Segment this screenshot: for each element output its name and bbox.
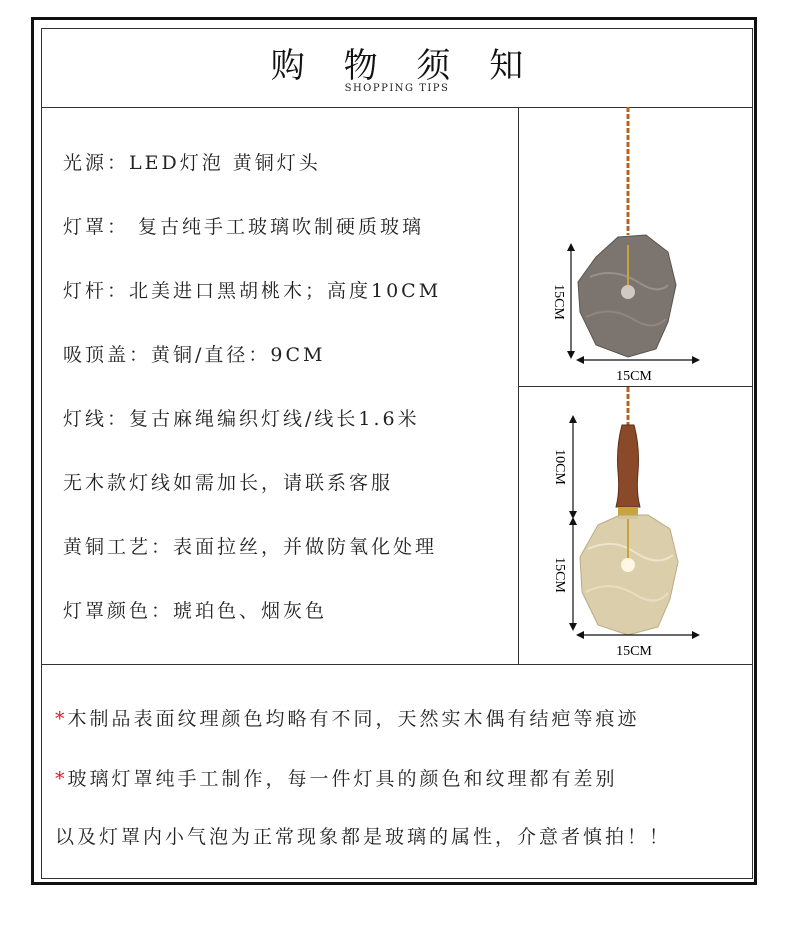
spec-brass-process: 黄铜工艺：表面拉丝，并做防氧化处理 bbox=[63, 536, 438, 558]
spec-light-source: 光源：LED灯泡 黄铜灯头 bbox=[63, 152, 321, 174]
rod-height-label: 10CM bbox=[552, 449, 567, 485]
note-star: * bbox=[55, 708, 68, 730]
walnut-rod bbox=[616, 425, 640, 507]
bottom-height-label: 15CM bbox=[552, 557, 567, 593]
notes-divider bbox=[41, 664, 753, 665]
note-star: * bbox=[55, 768, 68, 790]
spec-shade: 灯罩： 复古纯手工玻璃吹制硬质玻璃 bbox=[63, 216, 425, 238]
amber-pendant-image bbox=[518, 387, 753, 664]
note-bubbles bbox=[55, 822, 671, 849]
spec-rod: 灯杆：北美进口黑胡桃木；高度10CM bbox=[63, 280, 442, 302]
note-glass bbox=[55, 764, 618, 791]
spec-cord: 灯线：复古麻绳编织灯线/线长1.6米 bbox=[63, 408, 420, 430]
spec-cord-extension: 无木款灯线如需加长，请联系客服 bbox=[63, 472, 394, 494]
note-text: 玻璃灯罩纯手工制作，每一件灯具的颜色和纹理都有差别 bbox=[67, 768, 618, 790]
smoke-pendant-image bbox=[518, 107, 753, 386]
spec-canopy: 吸顶盖：黄铜/直径：9CM bbox=[63, 344, 326, 366]
top-height-label: 15CM bbox=[551, 284, 566, 320]
note-text: 木制品表面纹理颜色均略有不同，天然实木偶有结疤等痕迹 bbox=[67, 708, 640, 730]
note-text: 以及灯罩内小气泡为正常现象都是玻璃的属性，介意者慎拍！！ bbox=[55, 826, 672, 848]
bulb bbox=[621, 285, 635, 299]
bulb bbox=[621, 558, 635, 572]
note-wood bbox=[55, 704, 640, 731]
page-subtitle: SHOPPING TIPS bbox=[344, 83, 450, 94]
spec-shade-colors: 灯罩颜色：琥珀色、烟灰色 bbox=[63, 600, 328, 622]
page-title: 购 物 须 知 bbox=[270, 46, 538, 86]
bottom-width-label: 15CM bbox=[616, 644, 652, 659]
top-width-label: 15CM bbox=[616, 369, 652, 384]
